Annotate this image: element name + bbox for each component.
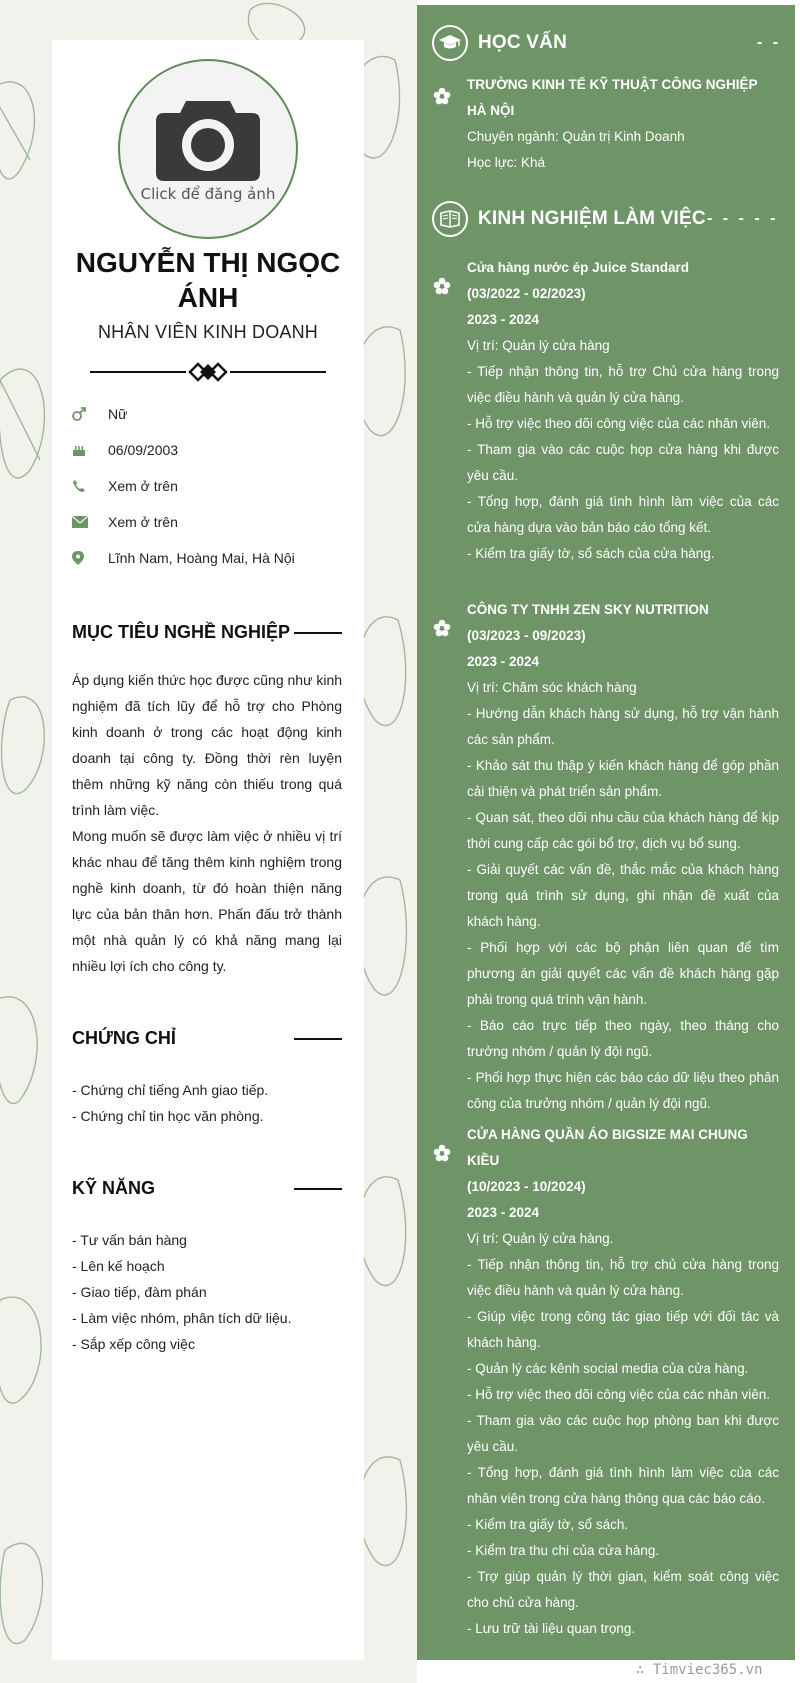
flower-bullet-icon bbox=[433, 619, 451, 637]
job-period: (03/2023 - 09/2023) bbox=[467, 628, 586, 643]
job-detail: - Hỗ trợ việc theo dõi công việc của các nhân viên. bbox=[467, 416, 771, 431]
email-value[interactable]: Xem ở trên bbox=[108, 514, 178, 530]
job-detail: - Quản lý các kênh social media của cửa hàng. bbox=[467, 1361, 749, 1376]
job-detail: - Tổng hợp, đánh giá tình hình làm việc của các cửa hàng dựa vào bản báo cáo tổng kết. bbox=[467, 494, 779, 535]
list-item: - Tư vấn bán hàng bbox=[72, 1232, 187, 1248]
job-detail: - Tham gia vào các cuộc họp phòng ban khi được yêu cầu. bbox=[467, 1413, 779, 1454]
job-detail: - Khảo sát thu thập ý kiến khách hàng để góp phần cải thiện và phát triển sản phẩm. bbox=[467, 758, 779, 799]
profile-photo-upload[interactable] bbox=[118, 59, 298, 239]
job-detail: - Báo cáo trực tiếp theo ngày, theo tháng cho trưởng nhóm / quản lý đội ngũ. bbox=[467, 1018, 779, 1059]
job-detail: - Tham gia vào các cuộc họp cửa hàng khi được yêu cầu. bbox=[467, 442, 779, 483]
job-detail: - Trợ giúp quản lý thời gian, kiểm soát công việc cho chủ cửa hàng. bbox=[467, 1569, 779, 1610]
company-name: CÔNG TY TNHH ZEN SKY NUTRITION bbox=[467, 602, 709, 617]
job-detail: - Kiểm tra thu chi của cửa hàng. bbox=[467, 1543, 660, 1558]
job-year: 2023 - 2024 bbox=[467, 1205, 540, 1220]
job-detail: - Kiểm tra giấy tờ, sổ sách của cửa hàng. bbox=[467, 546, 715, 561]
objective-heading: MỤC TIÊU NGHỀ NGHIỆP bbox=[72, 622, 342, 643]
gender-value: Nữ bbox=[108, 406, 128, 422]
job-period: (10/2023 - 10/2024) bbox=[467, 1179, 586, 1194]
experience-dashes: - - - - - bbox=[707, 210, 779, 227]
education-dashes: - - bbox=[757, 34, 782, 51]
job-detail: Vị trí: Quản lý cửa hàng. bbox=[467, 1231, 614, 1246]
job-year: 2023 - 2024 bbox=[467, 312, 540, 327]
education-grade: Học lực: Khá bbox=[467, 155, 546, 170]
address-value: Lĩnh Nam, Hoàng Mai, Hà Nội bbox=[108, 550, 295, 566]
candidate-name: NGUYỄN THỊ NGỌC ÁNH bbox=[75, 247, 341, 313]
birthday-value: 06/09/2003 bbox=[108, 442, 179, 458]
name-divider bbox=[90, 362, 326, 382]
list-item: - Lên kế hoạch bbox=[72, 1258, 165, 1274]
list-item: - Chứng chỉ tiếng Anh giao tiếp. bbox=[72, 1082, 269, 1098]
school-name: TRƯỜNG KINH TẾ KỸ THUẬT CÔNG NGHIỆP HÀ NỘI bbox=[467, 77, 758, 118]
job-detail: - Lưu trữ tài liệu quan trọng. bbox=[467, 1621, 636, 1636]
phone-value[interactable]: Xem ở trên bbox=[108, 478, 178, 494]
company-name: CỬA HÀNG QUẦN ÁO BIGSIZE MAI CHUNG KIỀU bbox=[467, 1127, 748, 1168]
job-detail: - Kiểm tra giấy tờ, sổ sách. bbox=[467, 1517, 629, 1532]
info-birthday bbox=[72, 438, 178, 462]
job-detail: - Tiếp nhận thông tin, hỗ trợ Chủ cửa hàng trong việc điều hành và quản lý cửa hàng. bbox=[467, 364, 779, 405]
job-detail: - Giúp việc trong công tác giao tiếp với đối tác và khách hàng. bbox=[467, 1309, 779, 1350]
location-icon bbox=[72, 551, 84, 565]
job-detail: - Giải quyết các vấn đề, thắc mắc của khách hàng trong quá trình sử dụng, ghi nhận đề xuất của khách hàng. bbox=[467, 862, 779, 929]
job-detail: - Phối hợp thực hiện các báo cáo dữ liệu theo phân công của trưởng nhóm / quản lý đội ngũ. bbox=[467, 1070, 779, 1111]
certificates-list bbox=[72, 1077, 342, 1129]
list-item: - Chứng chỉ tin học văn phòng. bbox=[72, 1108, 264, 1124]
education-major: Chuyên ngành: Quản trị Kinh Doanh bbox=[467, 129, 685, 144]
company-name: Cửa hàng nước ép Juice Standard bbox=[467, 260, 689, 275]
job-detail: - Tổng hợp, đánh giá tình hình làm việc của các nhân viên trong cửa hàng thông qua các báo cáo. bbox=[467, 1465, 779, 1506]
email-icon bbox=[72, 516, 88, 528]
list-item: - Sắp xếp công việc bbox=[72, 1336, 195, 1352]
objective-text bbox=[72, 667, 342, 979]
job-detail: Vị trí: Quản lý cửa hàng bbox=[467, 338, 610, 353]
graduation-cap-icon bbox=[439, 34, 461, 52]
experience-heading: KINH NGHIỆM LÀM VIỆC bbox=[432, 201, 706, 237]
experience-entry bbox=[467, 1122, 779, 1642]
diamond-ornament-icon bbox=[188, 362, 228, 382]
job-detail: - Tiếp nhận thông tin, hỗ trợ chủ cửa hàng trong việc điều hành và quản lý cửa hàng. bbox=[467, 1257, 779, 1298]
phone-icon bbox=[72, 479, 86, 493]
cv-right-panel bbox=[417, 5, 795, 1660]
flower-bullet-icon bbox=[433, 87, 451, 105]
camera-icon bbox=[156, 95, 260, 181]
job-title: NHÂN VIÊN KINH DOANH bbox=[97, 322, 319, 342]
job-detail: - Hỗ trợ việc theo dõi công việc của các nhân viên. bbox=[467, 1387, 771, 1402]
experience-entry bbox=[467, 255, 779, 567]
book-icon bbox=[440, 210, 460, 228]
objective-paragraph: Mong muốn sẽ được làm việc ở nhiều vị trí khác nhau để tăng thêm kinh nghiệm trong nghề kinh doanh, từ đó hoàn thiện năng lực của bản thân hơn. Phấn đấu trở thành một nhà quản lý có khả năng mang lại nhiều lợi ích cho công ty. bbox=[72, 828, 342, 974]
experience-entry bbox=[467, 597, 779, 1117]
education-entry bbox=[467, 72, 779, 176]
gender-icon bbox=[72, 407, 86, 421]
objective-paragraph: Áp dụng kiến thức học được cũng như kinh nghiệm đã tích lũy để hỗ trợ cho Phòng kinh doanh ở trong các hoạt động kinh doanh tại công ty. Đồng thời rèn luyện thêm những kỹ năng còn thiếu trong quá trình làm việc. bbox=[72, 672, 343, 818]
certificates-heading: CHỨNG CHỈ bbox=[72, 1028, 342, 1049]
info-address bbox=[72, 546, 295, 570]
skills-heading: KỸ NĂNG bbox=[72, 1178, 342, 1199]
info-phone bbox=[72, 474, 178, 498]
flower-bullet-icon bbox=[433, 277, 451, 295]
list-item: - Làm việc nhóm, phân tích dữ liệu. bbox=[72, 1310, 292, 1326]
photo-caption: Click để đăng ảnh bbox=[140, 185, 276, 203]
job-detail: Vị trí: Chăm sóc khách hàng bbox=[467, 680, 637, 695]
education-heading: HỌC VẤN bbox=[432, 25, 567, 61]
list-item: - Giao tiếp, đàm phán bbox=[72, 1284, 207, 1300]
job-year: 2023 - 2024 bbox=[467, 654, 540, 669]
job-period: (03/2022 - 02/2023) bbox=[467, 286, 586, 301]
watermark: ∴ Timviec365.vn bbox=[636, 1662, 763, 1678]
birthday-cake-icon bbox=[72, 443, 86, 457]
info-gender bbox=[72, 402, 127, 426]
flower-bullet-icon bbox=[433, 1144, 451, 1162]
job-detail: - Hướng dẫn khách hàng sử dụng, hỗ trợ vận hành các sản phẩm. bbox=[467, 706, 779, 747]
job-detail: - Phối hợp với các bộ phận liên quan để tìm phương án giải quyết các vấn đề khách hàng gặp phải trong quá trình vận hành. bbox=[467, 940, 779, 1007]
skills-list bbox=[72, 1227, 342, 1357]
job-detail: - Quan sát, theo dõi nhu cầu của khách hàng để kịp thời cung cấp các gói bổ trợ, dịch vụ bổ sung. bbox=[467, 810, 779, 851]
info-email bbox=[72, 510, 178, 534]
